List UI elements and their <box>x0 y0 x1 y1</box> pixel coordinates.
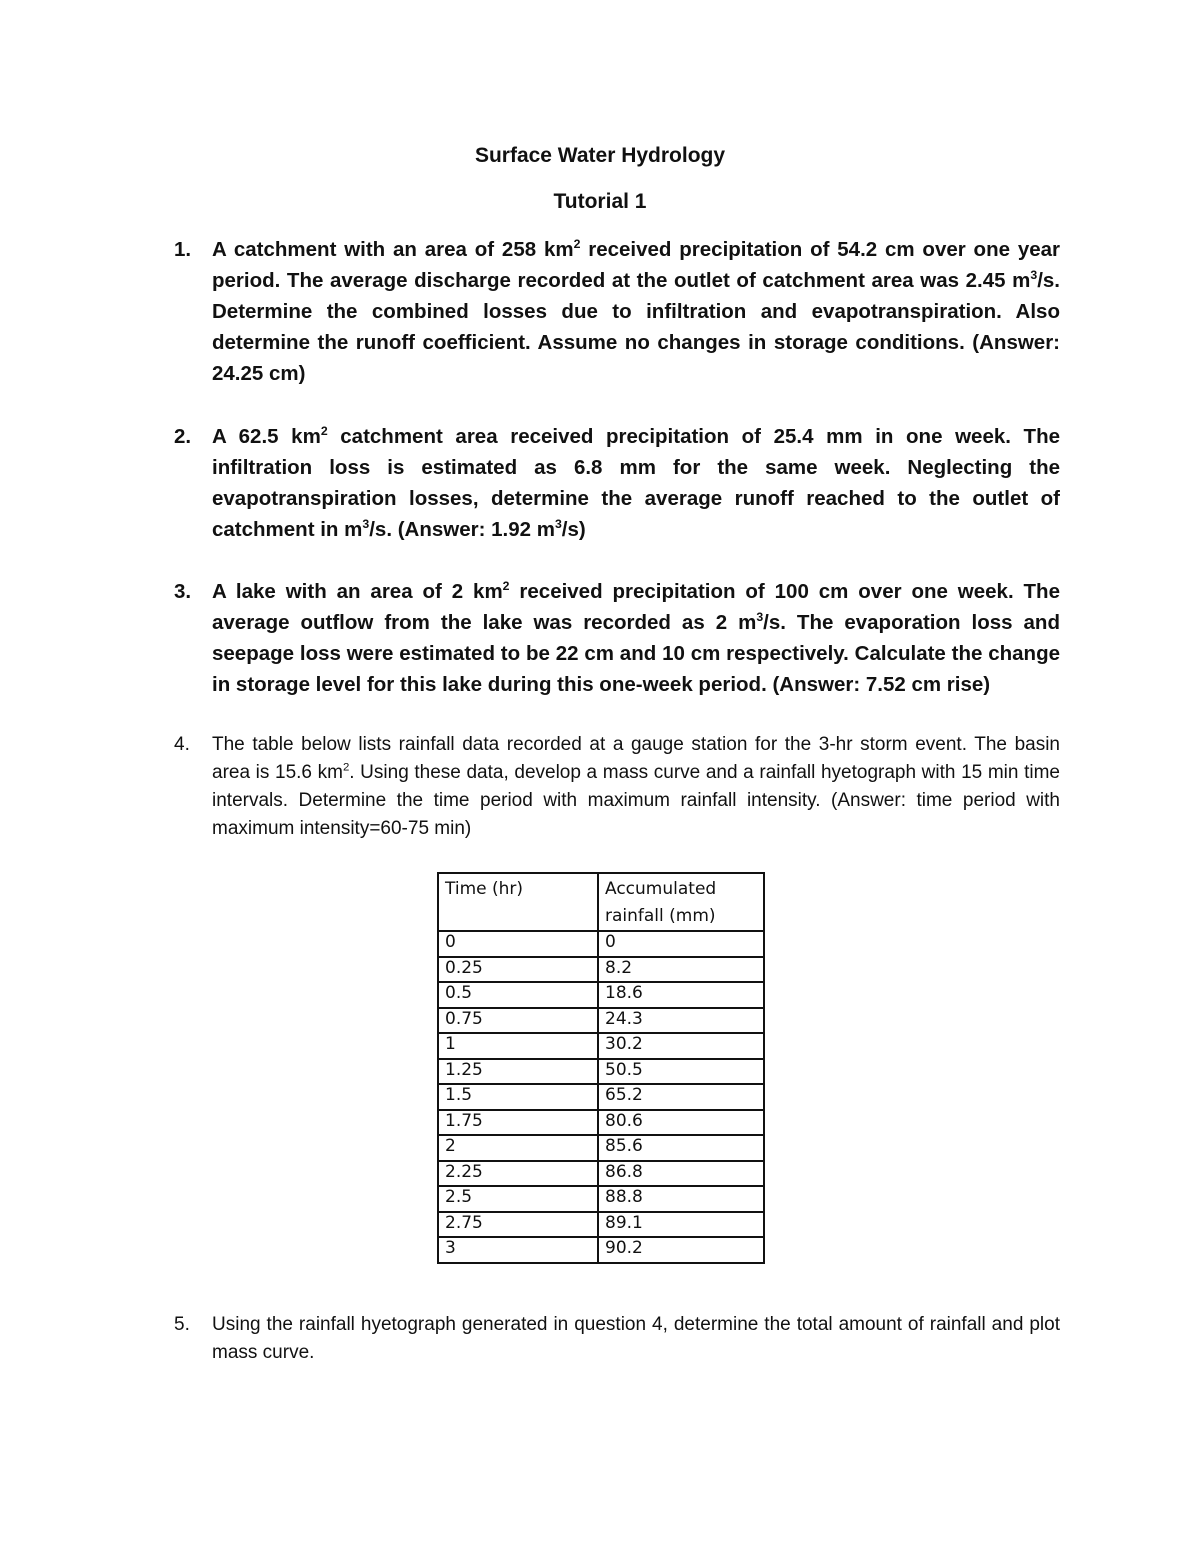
time-cell: 0.75 <box>438 1008 598 1034</box>
rainfall-cell: 18.6 <box>598 982 764 1008</box>
rainfall-cell: 24.3 <box>598 1008 764 1034</box>
document-subtitle: Tutorial 1 <box>553 190 647 213</box>
time-cell: 1.5 <box>438 1084 598 1110</box>
time-cell: 0.5 <box>438 982 598 1008</box>
question-number: 5. <box>174 1314 190 1335</box>
table-row <box>438 1161 764 1187</box>
rainfall-cell: 88.8 <box>598 1186 764 1212</box>
table-row <box>438 1059 764 1085</box>
question-number: 1. <box>174 238 192 261</box>
time-cell: 0 <box>438 931 598 957</box>
question-3 <box>174 576 1060 700</box>
rainfall-cell: 85.6 <box>598 1135 764 1161</box>
table-row <box>438 1033 764 1059</box>
table-row <box>438 1212 764 1238</box>
time-cell: 2.5 <box>438 1186 598 1212</box>
time-cell: 0.25 <box>438 957 598 983</box>
table-row <box>438 982 764 1008</box>
table-row <box>438 1237 764 1263</box>
question-text: The table below lists rainfall data recorded at a gauge station for the 3-hr storm event. The basin area is 15.6 $km^2$. Using these data, develop a mass curve and a rainfall hyetograph with 15 min time intervals. Determine the time period with maximum rainfall intensity. (Answer: time period with maximum intensity=60-75 min) <box>212 734 1060 839</box>
rainfall-cell: 50.5 <box>598 1059 764 1085</box>
time-cell: 1 <box>438 1033 598 1059</box>
rainfall-cell: 80.6 <box>598 1110 764 1136</box>
rainfall-cell: 86.8 <box>598 1161 764 1187</box>
rainfall-cell: 30.2 <box>598 1033 764 1059</box>
table-row <box>438 957 764 983</box>
question-2 <box>174 421 1060 545</box>
table-row <box>438 1084 764 1110</box>
document-title: Surface Water Hydrology <box>474 144 726 167</box>
column-header-accumulated-rainfall: Accumulated rainfall (mm) <box>598 873 764 931</box>
column-header-time: Time (hr) <box>438 873 598 931</box>
time-cell: 3 <box>438 1237 598 1263</box>
rainfall-table <box>437 872 765 1264</box>
table-row <box>438 1110 764 1136</box>
table-header-row <box>438 873 764 931</box>
question-1 <box>174 234 1060 389</box>
question-number: 4. <box>174 734 190 755</box>
rainfall-cell: 0 <box>598 931 764 957</box>
rainfall-cell: 65.2 <box>598 1084 764 1110</box>
time-cell: 1.25 <box>438 1059 598 1085</box>
table-row <box>438 1135 764 1161</box>
rainfall-cell: 90.2 <box>598 1237 764 1263</box>
table-row <box>438 1186 764 1212</box>
rainfall-cell: 8.2 <box>598 957 764 983</box>
question-text: A catchment with an area of 258 $km^2$ received precipitation of 54.2 cm over one year period. The average discharge recorded at the outlet of catchment area was 2.45 $m^3/s$. Determine the combined losses due to infiltration and evapotranspiration. Also determine the runoff coefficient. Assume no changes in storage conditions. (Answer: 24.25 cm) <box>212 237 1061 385</box>
question-text: Using the rainfall hyetograph generated in question 4, determine the total amount of rainfall and plot mass curve. <box>212 1314 1060 1363</box>
time-cell: 2.25 <box>438 1161 598 1187</box>
question-text: A 62.5 $km^2$ catchment area received precipitation of 25.4 mm in one week. The infiltration loss is estimated as 6.8 mm for the same week. Neglecting the evapotranspiration losses, determine the average runoff reached to the outlet of catchment in $m^3/s$. (Answer: 1.92 $m^3/s$) <box>212 424 1061 541</box>
question-text: A lake with an area of 2 $km^2$ received precipitation of 100 cm over one week. The average outflow from the lake was recorded as 2 $m^3/s$. The evaporation loss and seepage loss were estimated to be 22 cm and 10 cm respectively. Calculate the change in storage level for this lake during this one-week period. (Answer: 7.52 cm rise) <box>212 579 1060 696</box>
time-cell: 1.75 <box>438 1110 598 1136</box>
question-number: 3. <box>174 580 192 603</box>
time-cell: 2.75 <box>438 1212 598 1238</box>
table-row <box>438 931 764 957</box>
question-5 <box>174 1311 1060 1367</box>
question-number: 2. <box>174 425 192 448</box>
table-row <box>438 1008 764 1034</box>
time-cell: 2 <box>438 1135 598 1161</box>
rainfall-cell: 89.1 <box>598 1212 764 1238</box>
question-4 <box>174 731 1060 843</box>
